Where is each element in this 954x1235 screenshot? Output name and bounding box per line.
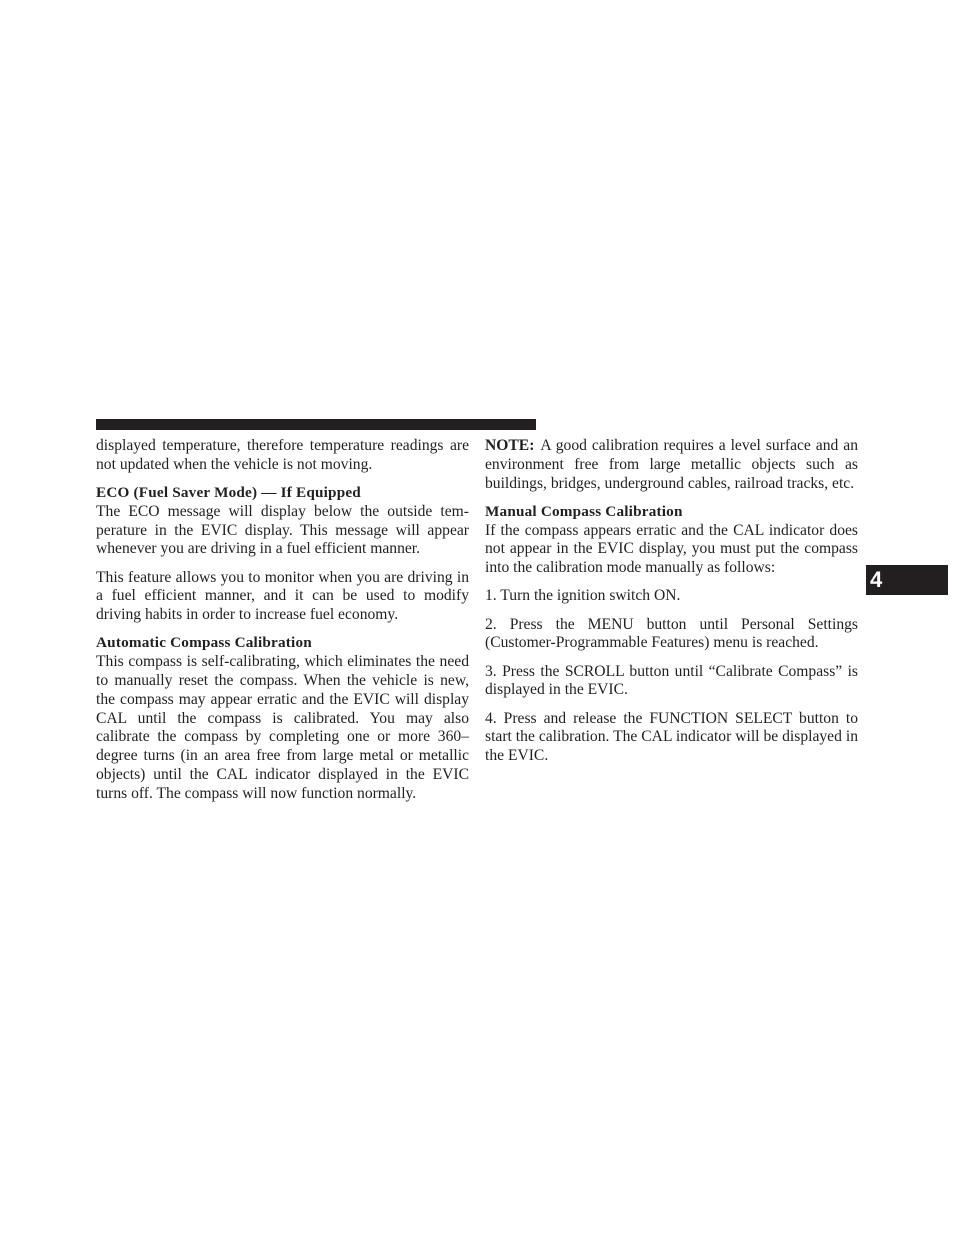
eco-paragraph-1: The ECO message will display below the outside tem-perature in the EVIC display. This message will appear whenever you are driving in a fuel efficient manner. (96, 502, 469, 558)
step-item: 2. Press the MENU button until Personal Settings (Customer-Programmable Features) menu is reached. (485, 615, 858, 652)
continued-paragraph: displayed temperature, therefore temperature readings are not updated when the vehicle is not moving. (96, 437, 469, 473)
manual-calibration-heading: Manual Compass Calibration (485, 502, 683, 520)
step-item: 1. Turn the ignition switch ON. (485, 587, 681, 605)
manual-calibration-paragraph: If the compass appears erratic and the CAL indicator does not appear in the EVIC display, you must put the compass into the calibration mode manually as follows: (485, 521, 858, 577)
note-label: NOTE: (485, 437, 535, 454)
header-rule (96, 419, 536, 430)
chapter-tab: 4 (866, 565, 948, 595)
eco-paragraph-2: This feature allows you to monitor when you are driving in a fuel efficient manner, and it can be used to modify driving habits in order to increase fuel economy. (96, 568, 469, 624)
steps-list (485, 587, 858, 766)
auto-calibration-paragraph: This compass is self-calibrating, which eliminates the need to manually reset the compass. When the vehicle is new, the compass may appear erratic and the EVIC will display CAL until the compass is calibrated. You may also calibrate the compass by completing one or more 360–degree turns (in an area free from large metal or metallic objects) until the CAL indicator displayed in the EVIC turns off. The compass will now function normally. (96, 653, 469, 802)
right-column (485, 437, 858, 775)
step-item: 4. Press and release the FUNCTION SELECT button to start the calibration. The CAL indicator will be displayed in the EVIC. (485, 709, 858, 765)
auto-calibration-heading: Automatic Compass Calibration (96, 634, 312, 652)
note-text: A good calibration requires a level surface and an environment free from large metallic objects such as buildings, bridges, underground cables, railroad tracks, etc. (485, 437, 858, 492)
step-item: 3. Press the SCROLL button until “Calibrate Compass” is displayed in the EVIC. (485, 662, 858, 699)
note-paragraph (485, 437, 858, 493)
left-column (96, 437, 469, 813)
eco-heading: ECO (Fuel Saver Mode) — If Equipped (96, 483, 361, 501)
